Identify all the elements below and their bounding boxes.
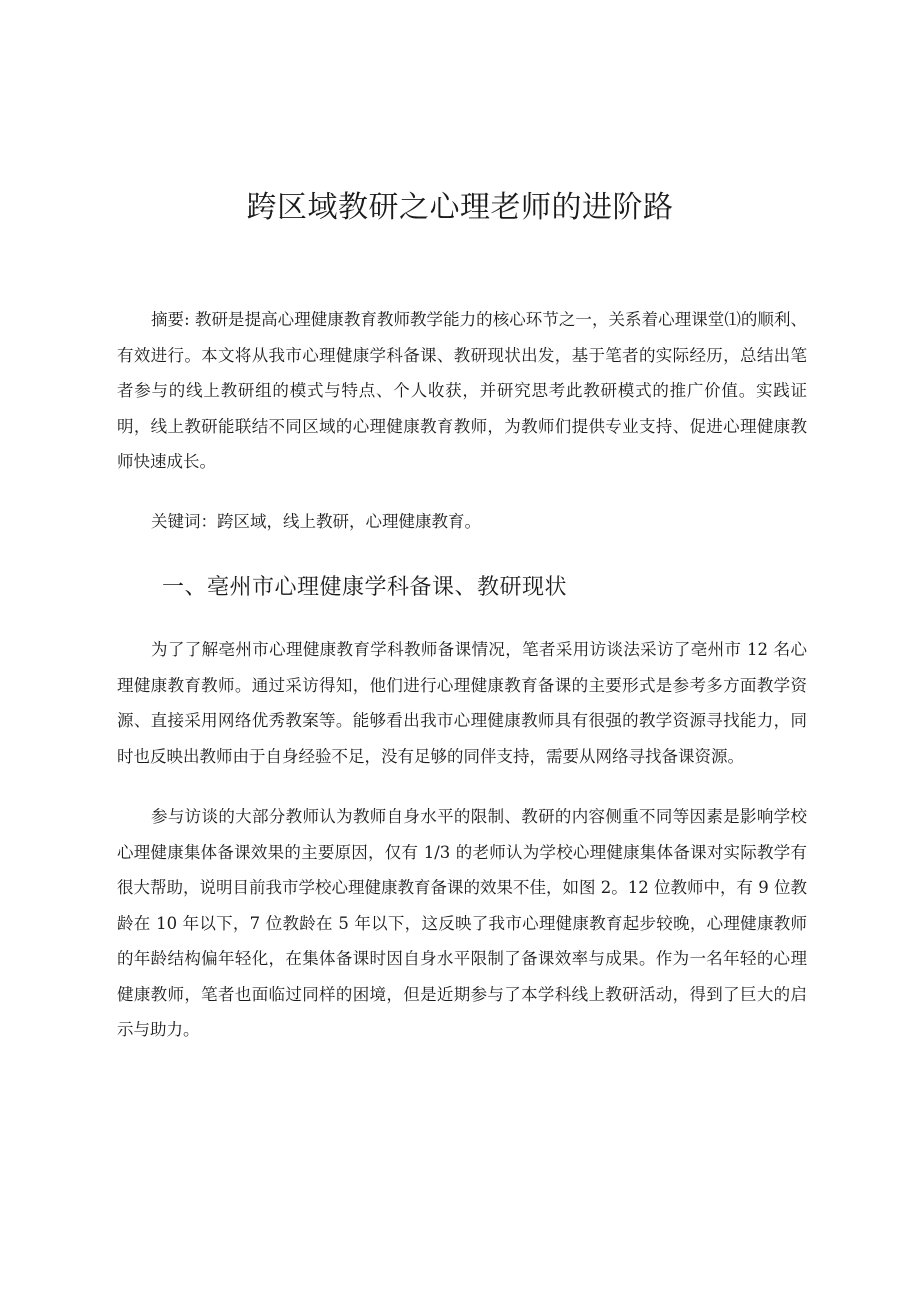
abstract-paragraph: 摘要: 教研是提高心理健康教育教师教学能力的核心环节之一，关系着心理课堂⑴的顺利、有效进行。本文将从我市心理健康学科备课、教研现状出发，基于笔者的实际经历，总结出笔者参与的线上教研组的模式与特点、个人收获，并研究思考此教研模式的推广价值。实践证明，线上教研能联结不同区域的心理健康教育教师，为教师们提供专业支持、促进心理健康教师快速成长。 xyxy=(117,310,807,471)
body-paragraph-1: 为了了解亳州市心理健康教育学科教师备课情况，笔者采用访谈法采访了亳州市 12 名心理健康教育教师。通过采访得知，他们进行心理健康教育备课的主要形式是参考多方面教学资源、直接采用网络优秀教案等。能够看出我市心理健康教师具有很强的教学资源寻找能力，同时也反映出教师由于自身经验不足，没有足够的同伴支持，需要从网络寻找备课资源。 xyxy=(117,640,807,766)
body-paragraph-2: 参与访谈的大部分教师认为教师自身水平的限制、教研的内容侧重不同等因素是影响学校心理健康集体备课效果的主要原因，仅有 1/3 的老师认为学校心理健康集体备课对实际教学有很大帮助，说明目前我市学校心理健康教育备课的效果不佳，如图 2。12 位教师中，有 9 位教龄在 10 年以下，7 位教龄在 5 年以下，这反映了我市心理健康教育起步较晚，心理健康教师的年龄结构偏年轻化，在集体备课时因自身水平限制了备课效率与成果。作为一名年轻的心理健康教师，笔者也面临过同样的困境，但是近期参与了本学科线上教研活动，得到了巨大的启示与助力。 xyxy=(117,807,807,1039)
keywords-paragraph: 关键词：跨区域，线上教研，心理健康教育。 xyxy=(151,512,481,531)
document-title: 跨区域教研之心理老师的进阶路 xyxy=(246,190,674,226)
section-heading: 一、亳州市心理健康学科备课、教研现状 xyxy=(162,575,568,600)
